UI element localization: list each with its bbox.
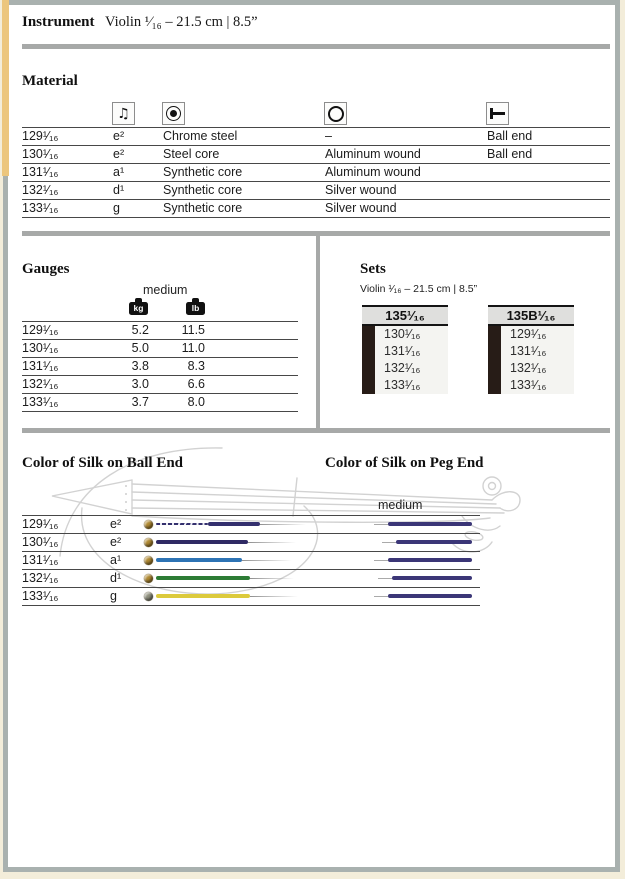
book-spine-strip [2, 0, 9, 176]
set-code: 135B¹⁄₁₆ [488, 305, 574, 326]
instrument-value: Violin ¹⁄₁₆ – 21.5 cm | 8.5” [105, 14, 258, 30]
row-note: a¹ [113, 165, 125, 179]
string-tail [248, 542, 296, 544]
row-core: Synthetic core [163, 183, 243, 197]
set-color-bar [362, 326, 375, 394]
table-row [22, 515, 480, 533]
set-item: 131¹⁄₁₆ [384, 344, 421, 358]
row-code: 129¹⁄₁₆ [22, 517, 59, 531]
row-end: Ball end [487, 129, 533, 143]
row-note: d¹ [110, 571, 122, 585]
row-code: 131¹⁄₁₆ [22, 165, 59, 179]
divider-vertical [316, 236, 320, 428]
row-lb: 8.0 [187, 395, 205, 409]
silk-table [22, 515, 480, 606]
divider-rule [22, 44, 610, 49]
table-row [22, 375, 298, 393]
row-winding: – [325, 129, 332, 143]
row-code: 131¹⁄₁₆ [22, 553, 59, 567]
peg-silk [388, 594, 472, 597]
row-code: 129¹⁄₁₆ [22, 323, 59, 337]
table-row [22, 393, 298, 411]
row-note: e² [113, 147, 125, 161]
row-end: Ball end [487, 147, 533, 161]
peg-silk [392, 576, 472, 579]
row-winding: Aluminum wound [325, 165, 421, 179]
set-item: 133¹⁄₁₆ [384, 378, 421, 392]
ball-silk [208, 522, 260, 526]
ball-silk [156, 540, 248, 544]
set-color-bar [488, 326, 501, 394]
row-kg: 3.8 [131, 359, 149, 373]
row-lb: 11.0 [181, 341, 205, 355]
row-note: e² [110, 535, 122, 549]
table-row [22, 339, 298, 357]
row-code: 133¹⁄₁₆ [22, 201, 59, 215]
string-tail [242, 560, 292, 562]
set-box [362, 305, 448, 394]
row-core: Synthetic core [163, 201, 243, 215]
row-winding: Silver wound [325, 183, 397, 197]
table-row [22, 551, 480, 569]
table-row [22, 181, 610, 199]
table-row [22, 163, 610, 181]
core-icon [162, 102, 185, 125]
set-code: 135¹⁄₁₆ [362, 305, 448, 326]
row-code: 130¹⁄₁₆ [22, 535, 59, 549]
ball-silk [156, 576, 250, 580]
row-kg: 3.0 [131, 377, 149, 391]
row-kg: 5.2 [131, 323, 149, 337]
row-lb: 11.5 [181, 323, 205, 337]
note-icon-glyph: ♫ [117, 105, 130, 122]
silk-peg-end-title: Color of Silk on Peg End [325, 455, 484, 471]
row-code: 132¹⁄₁₆ [22, 183, 59, 197]
instrument-label: Instrument [22, 14, 95, 30]
peg-silk [388, 558, 472, 561]
peg-lead [378, 578, 392, 580]
ball-end [144, 592, 153, 601]
ball-silk [156, 594, 250, 598]
peg-lead [382, 542, 396, 544]
row-code: 129¹⁄₁₆ [22, 129, 59, 143]
material-table [22, 127, 610, 218]
tension-label: medium [143, 283, 188, 297]
row-note: d¹ [113, 183, 125, 197]
row-code: 130¹⁄₁₆ [22, 341, 59, 355]
ball-silk [156, 523, 208, 525]
row-note: g [113, 201, 120, 215]
ball-silk [156, 558, 242, 562]
row-core: Synthetic core [163, 165, 243, 179]
row-code: 133¹⁄₁₆ [22, 395, 59, 409]
peg-silk [396, 540, 472, 543]
row-core: Steel core [163, 147, 220, 161]
set-item: 132¹⁄₁₆ [384, 361, 421, 375]
row-code: 133¹⁄₁₆ [22, 589, 59, 603]
ball-end [144, 520, 153, 529]
material-title: Material [22, 73, 78, 89]
row-note: a¹ [110, 553, 122, 567]
silk-ball-end-title: Color of Silk on Ball End [22, 455, 184, 471]
row-kg: 5.0 [131, 341, 149, 355]
row-winding: Aluminum wound [325, 147, 421, 161]
ball-end [144, 556, 153, 565]
set-item: 133¹⁄₁₆ [510, 378, 547, 392]
peg-lead [374, 596, 388, 598]
set-body [362, 326, 448, 394]
table-row [22, 587, 480, 605]
ball-end [144, 538, 153, 547]
peg-lead [374, 560, 388, 562]
sets-subtitle: Violin ¹⁄₁₆ – 21.5 cm | 8.5” [360, 283, 478, 295]
row-code: 131¹⁄₁₆ [22, 359, 59, 373]
table-row [22, 533, 480, 551]
ball-end [144, 574, 153, 583]
row-code: 132¹⁄₁₆ [22, 377, 59, 391]
set-item: 129¹⁄₁₆ [510, 327, 547, 341]
divider-rule [22, 428, 610, 433]
row-code: 132¹⁄₁₆ [22, 571, 59, 585]
table-row [22, 127, 610, 145]
row-lb: 8.3 [187, 359, 205, 373]
gauges-title: Gauges [22, 261, 70, 277]
note-icon [112, 102, 135, 125]
table-row [22, 145, 610, 163]
string-tail [250, 596, 298, 598]
kg-weight-icon: kg [129, 302, 148, 315]
row-note: g [110, 589, 117, 603]
row-core: Chrome steel [163, 129, 238, 143]
gauges-table [22, 321, 298, 412]
row-note: e² [113, 129, 125, 143]
table-row [22, 199, 610, 217]
lb-weight-icon: lb [186, 302, 205, 315]
set-box [488, 305, 574, 394]
peg-gauge-label: medium [378, 498, 423, 512]
row-kg: 3.7 [131, 395, 149, 409]
string-tail [250, 578, 294, 580]
table-row [22, 569, 480, 587]
end-icon [486, 102, 509, 125]
table-row [22, 357, 298, 375]
table-row [22, 321, 298, 339]
row-note: e² [110, 517, 122, 531]
string-tail [260, 524, 306, 526]
set-item: 132¹⁄₁₆ [510, 361, 547, 375]
set-item: 130¹⁄₁₆ [384, 327, 421, 341]
row-winding: Silver wound [325, 201, 397, 215]
peg-silk [388, 522, 472, 525]
winding-icon [324, 102, 347, 125]
sets-title: Sets [360, 261, 386, 277]
row-code: 130¹⁄₁₆ [22, 147, 59, 161]
row-lb: 6.6 [187, 377, 205, 391]
set-body [488, 326, 574, 394]
set-item: 131¹⁄₁₆ [510, 344, 547, 358]
peg-lead [374, 524, 388, 526]
